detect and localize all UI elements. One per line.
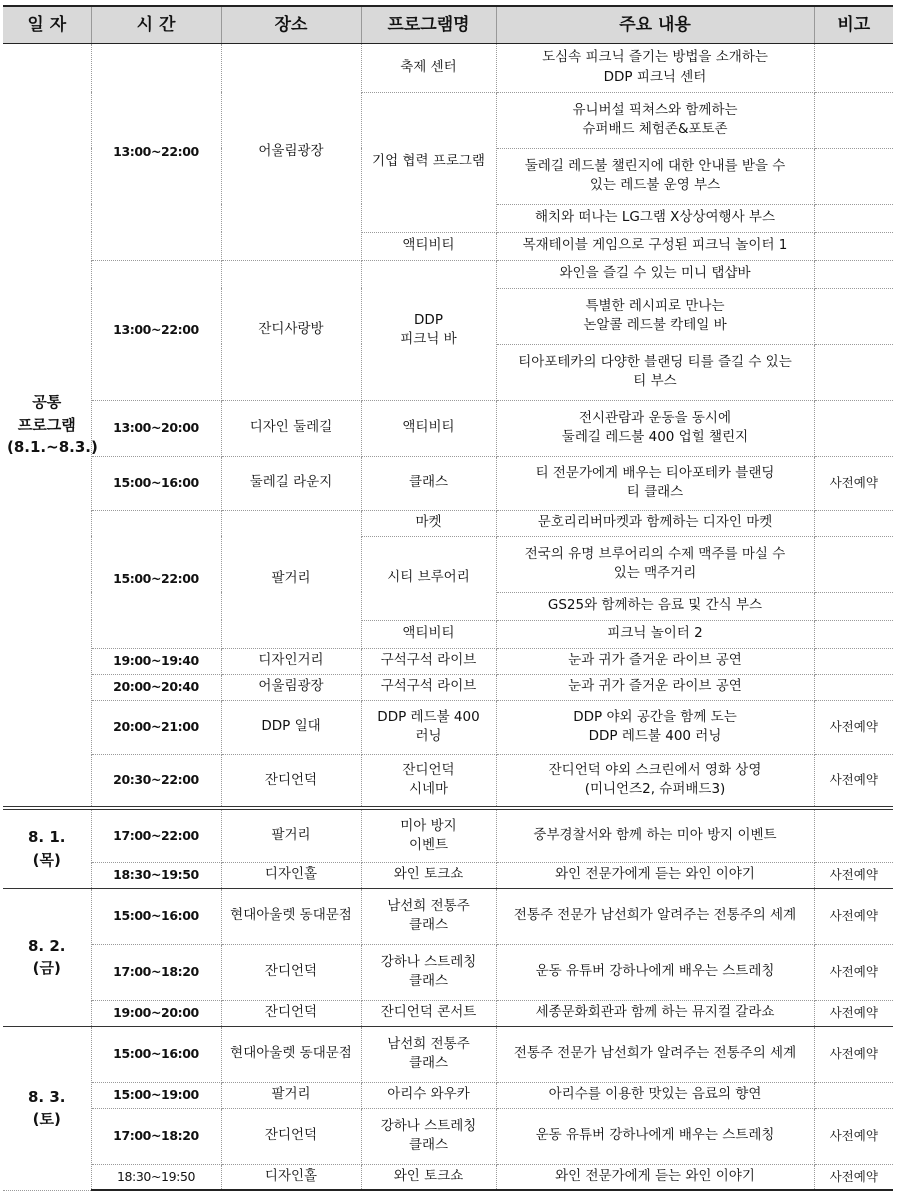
- place-cell: 잔디언덕: [221, 1000, 361, 1026]
- time-cell: 13:00~22:00: [91, 260, 221, 400]
- time-cell: 20:00~21:00: [91, 700, 221, 754]
- time-cell: 20:30~22:00: [91, 754, 221, 808]
- table-row: [3, 1164, 893, 1190]
- header-place: 장소: [221, 6, 361, 43]
- content-cell: 와인 전문가에게 듣는 와인 이야기: [496, 862, 814, 888]
- header-program: 프로그램명: [361, 6, 496, 43]
- content-cell: GS25와 함께하는 음료 및 간식 부스: [496, 592, 814, 620]
- note-cell: [814, 1082, 893, 1108]
- program-cell: 와인 토크쇼: [361, 1164, 496, 1190]
- program-cell: 와인 토크쇼: [361, 862, 496, 888]
- header-content: 주요 내용: [496, 6, 814, 43]
- note-cell: [814, 808, 893, 862]
- note-cell: [814, 148, 893, 204]
- time-cell: 13:00~20:00: [91, 400, 221, 456]
- note-cell-reservation: 사전예약: [814, 456, 893, 510]
- note-cell-reservation: 사전예약: [814, 1164, 893, 1190]
- content-cell: 피크닉 놀이터 2: [496, 620, 814, 648]
- content-cell: 둘레길 레드불 챌린지에 대한 안내를 받을 수 있는 레드불 운영 부스: [496, 148, 814, 204]
- table-row: [3, 510, 893, 536]
- note-cell: [814, 400, 893, 456]
- note-cell-reservation: 사전예약: [814, 862, 893, 888]
- content-cell: 목재테이블 게임으로 구성된 피크닉 놀이터 1: [496, 232, 814, 260]
- table-row: [3, 1108, 893, 1164]
- place-cell: 둘레길 라운지: [221, 456, 361, 510]
- content-cell: 중부경찰서와 함께 하는 미아 방지 이벤트: [496, 808, 814, 862]
- place-cell: 현대아울렛 동대문점: [221, 888, 361, 944]
- table-row: [3, 808, 893, 862]
- time-cell: 20:00~20:40: [91, 674, 221, 700]
- content-cell: 전통주 전문가 남선희가 알려주는 전통주의 세계: [496, 1026, 814, 1082]
- time-cell: 18:30~19:50: [91, 1164, 221, 1190]
- place-cell: 잔디언덕: [221, 1108, 361, 1164]
- content-cell: 전시관람과 운동을 동시에 둘레길 레드불 400 업힐 챌린지: [496, 400, 814, 456]
- note-cell-reservation: 사전예약: [814, 754, 893, 808]
- program-cell: 강하나 스트레칭 클래스: [361, 1108, 496, 1164]
- content-cell: 티아포테카의 다양한 블랜딩 티를 즐길 수 있는 티 부스: [496, 344, 814, 400]
- content-cell: 잔디언덕 야외 스크린에서 영화 상영 (미니언즈2, 슈퍼배드3): [496, 754, 814, 808]
- program-cell: 마켓: [361, 510, 496, 536]
- program-cell: DDP 피크닉 바: [361, 260, 496, 400]
- program-cell: 액티비티: [361, 232, 496, 260]
- time-cell: 15:00~16:00: [91, 456, 221, 510]
- content-cell: 유니버설 픽쳐스와 함께하는 슈퍼배드 체험존&포토존: [496, 92, 814, 148]
- place-cell: 잔디사랑방: [221, 260, 361, 400]
- content-cell: 세종문화회관과 함께 하는 뮤지컬 갈라쇼: [496, 1000, 814, 1026]
- day3-section: [3, 1026, 893, 1190]
- table-row: [3, 1026, 893, 1082]
- place-cell: 디자인거리: [221, 648, 361, 674]
- program-cell: 잔디언덕 시네마: [361, 754, 496, 808]
- place-cell: DDP 일대: [221, 700, 361, 754]
- time-cell: 15:00~16:00: [91, 888, 221, 944]
- time-cell: 15:00~22:00: [91, 510, 221, 648]
- place-cell: 팔거리: [221, 808, 361, 862]
- place-cell: 디자인 둘레길: [221, 400, 361, 456]
- content-cell: 전국의 유명 브루어리의 수제 맥주를 마실 수 있는 맥주거리: [496, 536, 814, 592]
- program-cell: 기업 협력 프로그램: [361, 92, 496, 232]
- table-row: [3, 260, 893, 288]
- place-cell: 디자인홀: [221, 1164, 361, 1190]
- content-cell: 특별한 레시피로 만나는 논알콜 레드불 칵테일 바: [496, 288, 814, 344]
- note-cell: [814, 592, 893, 620]
- note-cell: [814, 43, 893, 92]
- note-cell-reservation: 사전예약: [814, 1000, 893, 1026]
- program-cell: 축제 센터: [361, 43, 496, 92]
- note-cell-reservation: 사전예약: [814, 700, 893, 754]
- time-cell: 17:00~22:00: [91, 808, 221, 862]
- program-cell: 클래스: [361, 456, 496, 510]
- program-cell: 미아 방지 이벤트: [361, 808, 496, 862]
- date-cell-day1: 8. 1. (목): [3, 808, 91, 888]
- program-cell: 강하나 스트레칭 클래스: [361, 944, 496, 1000]
- note-cell-reservation: 사전예약: [814, 888, 893, 944]
- time-cell: 19:00~19:40: [91, 648, 221, 674]
- note-cell-reservation: 사전예약: [814, 944, 893, 1000]
- table-row: [3, 888, 893, 944]
- note-cell: [814, 674, 893, 700]
- table-row: [3, 456, 893, 510]
- schedule-table: [3, 5, 893, 1191]
- content-cell: 와인 전문가에게 듣는 와인 이야기: [496, 1164, 814, 1190]
- note-cell: [814, 232, 893, 260]
- note-cell: [814, 204, 893, 232]
- table-row: [3, 1000, 893, 1026]
- note-cell: [814, 260, 893, 288]
- content-cell: 운동 유튜버 강하나에게 배우는 스트레칭: [496, 944, 814, 1000]
- note-cell: [814, 344, 893, 400]
- place-cell: 어울림광장: [221, 674, 361, 700]
- time-cell: 19:00~20:00: [91, 1000, 221, 1026]
- program-cell: 구석구석 라이브: [361, 648, 496, 674]
- program-cell: 액티비티: [361, 620, 496, 648]
- content-cell: 와인을 즐길 수 있는 미니 탭샵바: [496, 260, 814, 288]
- day2-section: [3, 888, 893, 1026]
- table-row: [3, 944, 893, 1000]
- content-cell: 운동 유튜버 강하나에게 배우는 스트레칭: [496, 1108, 814, 1164]
- place-cell: 현대아울렛 동대문점: [221, 1026, 361, 1082]
- content-cell: DDP 야외 공간을 함께 도는 DDP 레드불 400 러닝: [496, 700, 814, 754]
- date-cell-day3: 8. 3. (토): [3, 1026, 91, 1190]
- place-cell: 팔거리: [221, 510, 361, 648]
- program-cell: 잔디언덕 콘서트: [361, 1000, 496, 1026]
- table-row: [3, 648, 893, 674]
- note-cell-reservation: 사전예약: [814, 1108, 893, 1164]
- time-cell: 17:00~18:20: [91, 944, 221, 1000]
- note-cell: [814, 510, 893, 536]
- place-cell: 잔디언덕: [221, 944, 361, 1000]
- place-cell: 어울림광장: [221, 43, 361, 260]
- note-cell-reservation: 사전예약: [814, 1026, 893, 1082]
- note-cell: [814, 92, 893, 148]
- content-cell: 문호리리버마켓과 함께하는 디자인 마켓: [496, 510, 814, 536]
- program-cell: 구석구석 라이브: [361, 674, 496, 700]
- time-cell: 15:00~19:00: [91, 1082, 221, 1108]
- program-cell: DDP 레드불 400 러닝: [361, 700, 496, 754]
- note-cell: [814, 536, 893, 592]
- table-row: [3, 674, 893, 700]
- date-cell-common: 공통 프로그램 (8.1.~8.3.): [3, 43, 91, 808]
- content-cell: 전통주 전문가 남선희가 알려주는 전통주의 세계: [496, 888, 814, 944]
- place-cell: 디자인홀: [221, 862, 361, 888]
- header-time: 시 간: [91, 6, 221, 43]
- day1-section: [3, 808, 893, 888]
- time-cell: 13:00~22:00: [91, 43, 221, 260]
- table-row: [3, 1082, 893, 1108]
- program-cell: 액티비티: [361, 400, 496, 456]
- header-note: 비고: [814, 6, 893, 43]
- time-cell: 18:30~19:50: [91, 862, 221, 888]
- note-cell: [814, 648, 893, 674]
- content-cell: 도심속 피크닉 즐기는 방법을 소개하는 DDP 피크닉 센터: [496, 43, 814, 92]
- table-row: [3, 754, 893, 808]
- time-cell: 15:00~16:00: [91, 1026, 221, 1082]
- program-cell: 아리수 와우카: [361, 1082, 496, 1108]
- place-cell: 팔거리: [221, 1082, 361, 1108]
- header-date: 일 자: [3, 6, 91, 43]
- content-cell: 해치와 떠나는 LG그램 X상상여행사 부스: [496, 204, 814, 232]
- place-cell: 잔디언덕: [221, 754, 361, 808]
- table-row: [3, 43, 893, 92]
- table-row: [3, 700, 893, 754]
- content-cell: 눈과 귀가 즐거운 라이브 공연: [496, 674, 814, 700]
- program-cell: 시티 브루어리: [361, 536, 496, 620]
- content-cell: 눈과 귀가 즐거운 라이브 공연: [496, 648, 814, 674]
- header-row: [3, 6, 893, 43]
- date-cell-day2: 8. 2. (금): [3, 888, 91, 1026]
- common-section: [3, 43, 893, 808]
- program-cell: 남선희 전통주 클래스: [361, 888, 496, 944]
- content-cell: 아리수를 이용한 맛있는 음료의 향연: [496, 1082, 814, 1108]
- table-row: [3, 400, 893, 456]
- content-cell: 티 전문가에게 배우는 티아포테카 블랜딩 티 클래스: [496, 456, 814, 510]
- table-row: [3, 862, 893, 888]
- time-cell: 17:00~18:20: [91, 1108, 221, 1164]
- note-cell: [814, 620, 893, 648]
- program-cell: 남선희 전통주 클래스: [361, 1026, 496, 1082]
- note-cell: [814, 288, 893, 344]
